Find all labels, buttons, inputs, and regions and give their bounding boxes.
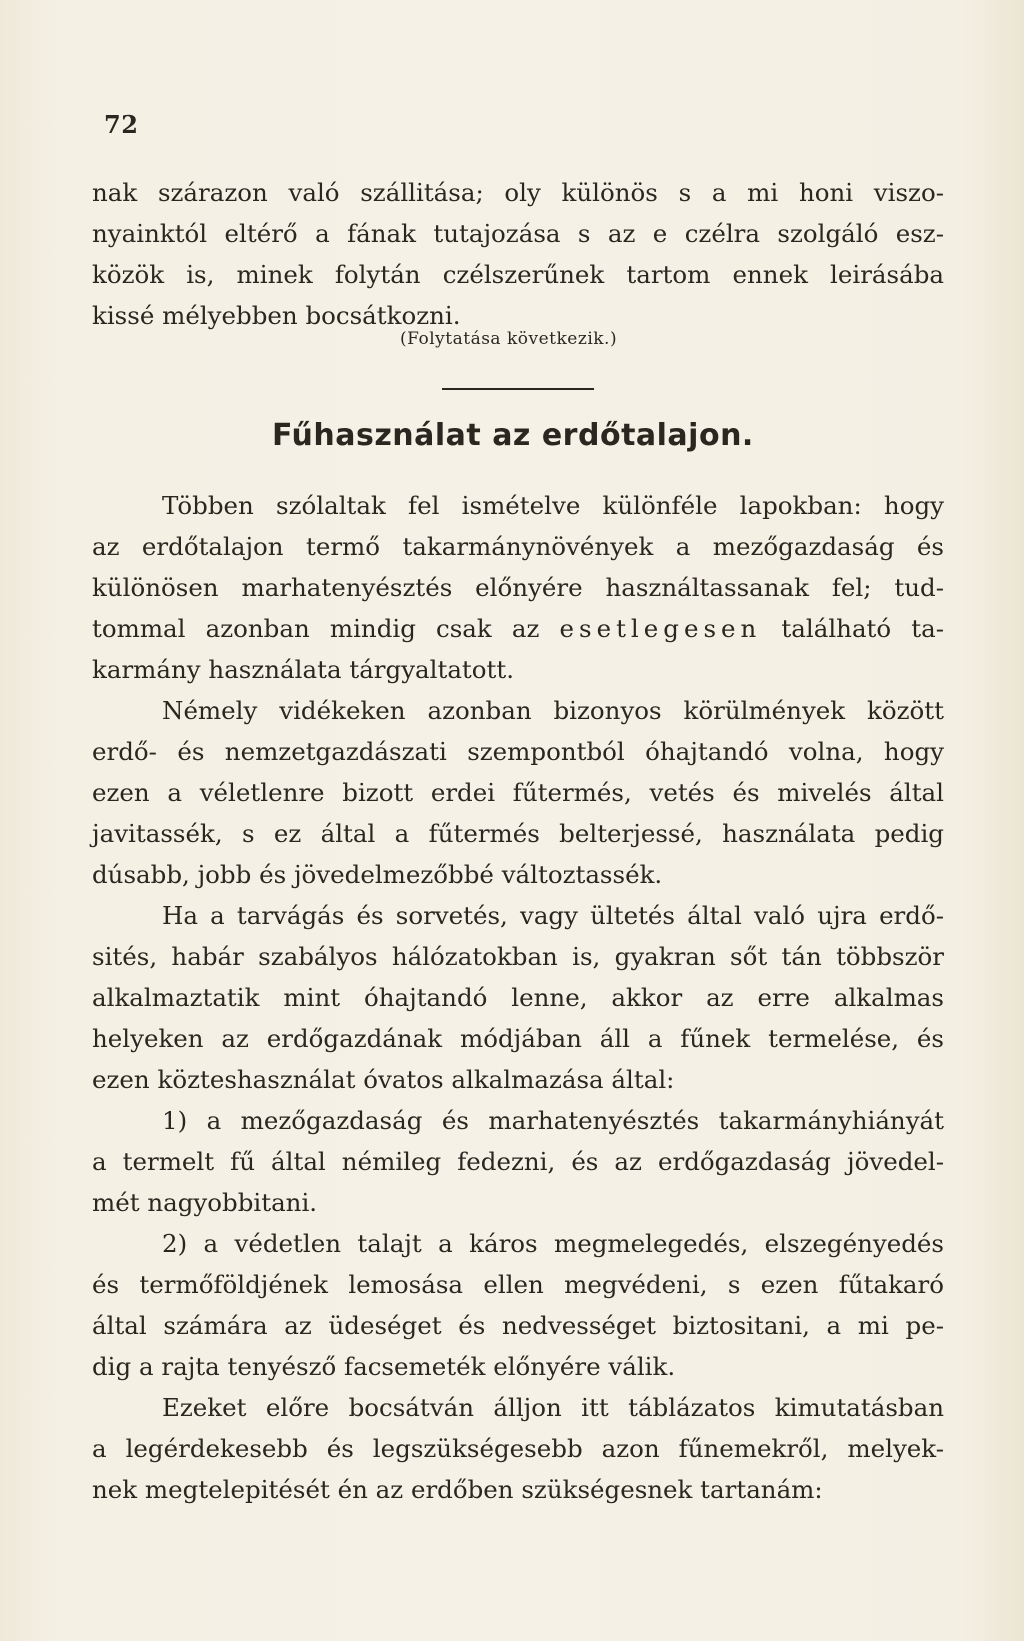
- body-line: Ha a tarvágás és sorvetés, vagy ültetés által való ujra erdő-: [162, 901, 944, 930]
- intro-line: nak szárazon való szállitása; oly különös s a mi honi viszo-: [92, 178, 944, 207]
- continuation-note: (Folytatása következik.): [400, 329, 618, 349]
- body-line: 2) a védetlen talajt a káros megmelegedés, elszegényedés: [162, 1229, 944, 1258]
- body-line: 1) a mezőgazdaság és marhatenyésztés takarmányhiányát: [162, 1106, 944, 1135]
- body-line: [92, 608, 944, 649]
- body-line: ezen közteshasználat óvatos alkalmazása által:: [92, 1065, 675, 1094]
- emphasized-word: esetlegesen: [559, 614, 762, 643]
- body-line: javitassék, s ez által a fűtermés belterjessé, használata pedig: [92, 819, 944, 848]
- body-text: [92, 485, 944, 1510]
- body-line-segment: található ta-: [761, 614, 944, 643]
- body-line: dig a rajta tenyésző facsemeték előnyére válik.: [92, 1352, 676, 1381]
- intro-line: nyainktól eltérő a fának tutajozása s az e czélra szolgáló esz-: [92, 219, 944, 248]
- body-line: sités, habár szabályos hálózatokban is, gyakran sőt tán többször: [92, 942, 944, 971]
- section-heading: Fűhasználat az erdőtalajon.: [272, 418, 754, 453]
- body-line: Ezeket előre bocsátván álljon itt táblázatos kimutatásban: [162, 1393, 944, 1422]
- body-line: különösen marhatenyésztés előnyére használtassanak fel; tud-: [92, 573, 944, 602]
- page-number: 72: [104, 110, 139, 139]
- body-line: helyeken az erdőgazdának módjában áll a fűnek termelése, és: [92, 1024, 944, 1053]
- intro-paragraph: [92, 172, 944, 336]
- intro-line: közök is, minek folytán czélszerűnek tartom ennek leirásába: [92, 260, 944, 289]
- body-line: Többen szólaltak fel ismételve különféle lapokban: hogy: [162, 491, 944, 520]
- section-divider: [442, 388, 594, 390]
- body-line: a legérdekesebb és legszükségesebb azon fűnemekről, melyek-: [92, 1434, 944, 1463]
- intro-line: kissé mélyebben bocsátkozni.: [92, 301, 461, 330]
- body-line: és termőföldjének lemosása ellen megvédeni, s ezen fűtakaró: [92, 1270, 944, 1299]
- body-line: nek megtelepitését én az erdőben szükségesnek tartanám:: [92, 1475, 823, 1504]
- body-line: által számára az üdeséget és nedvességet biztositani, a mi pe-: [92, 1311, 944, 1340]
- body-line: karmány használata tárgyaltatott.: [92, 655, 515, 684]
- body-line-segment: tommal azonban mindig csak az: [92, 614, 560, 643]
- body-line: Némely vidékeken azonban bizonyos körülmények között: [162, 696, 944, 725]
- body-line: a termelt fű által némileg fedezni, és az erdőgazdaság jövedel-: [92, 1147, 944, 1176]
- body-line: alkalmaztatik mint óhajtandó lenne, akkor az erre alkalmas: [92, 983, 944, 1012]
- body-line: az erdőtalajon termő takarmánynövények a mezőgazdaság és: [92, 532, 944, 561]
- body-line: dúsabb, jobb és jövedelmezőbbé változtassék.: [92, 860, 663, 889]
- body-line: ezen a véletlenre bizott erdei fűtermés, vetés és mivelés által: [92, 778, 944, 807]
- body-line: mét nagyobbitani.: [92, 1188, 318, 1217]
- body-line: erdő- és nemzetgazdászati szempontból óhajtandó volna, hogy: [92, 737, 944, 766]
